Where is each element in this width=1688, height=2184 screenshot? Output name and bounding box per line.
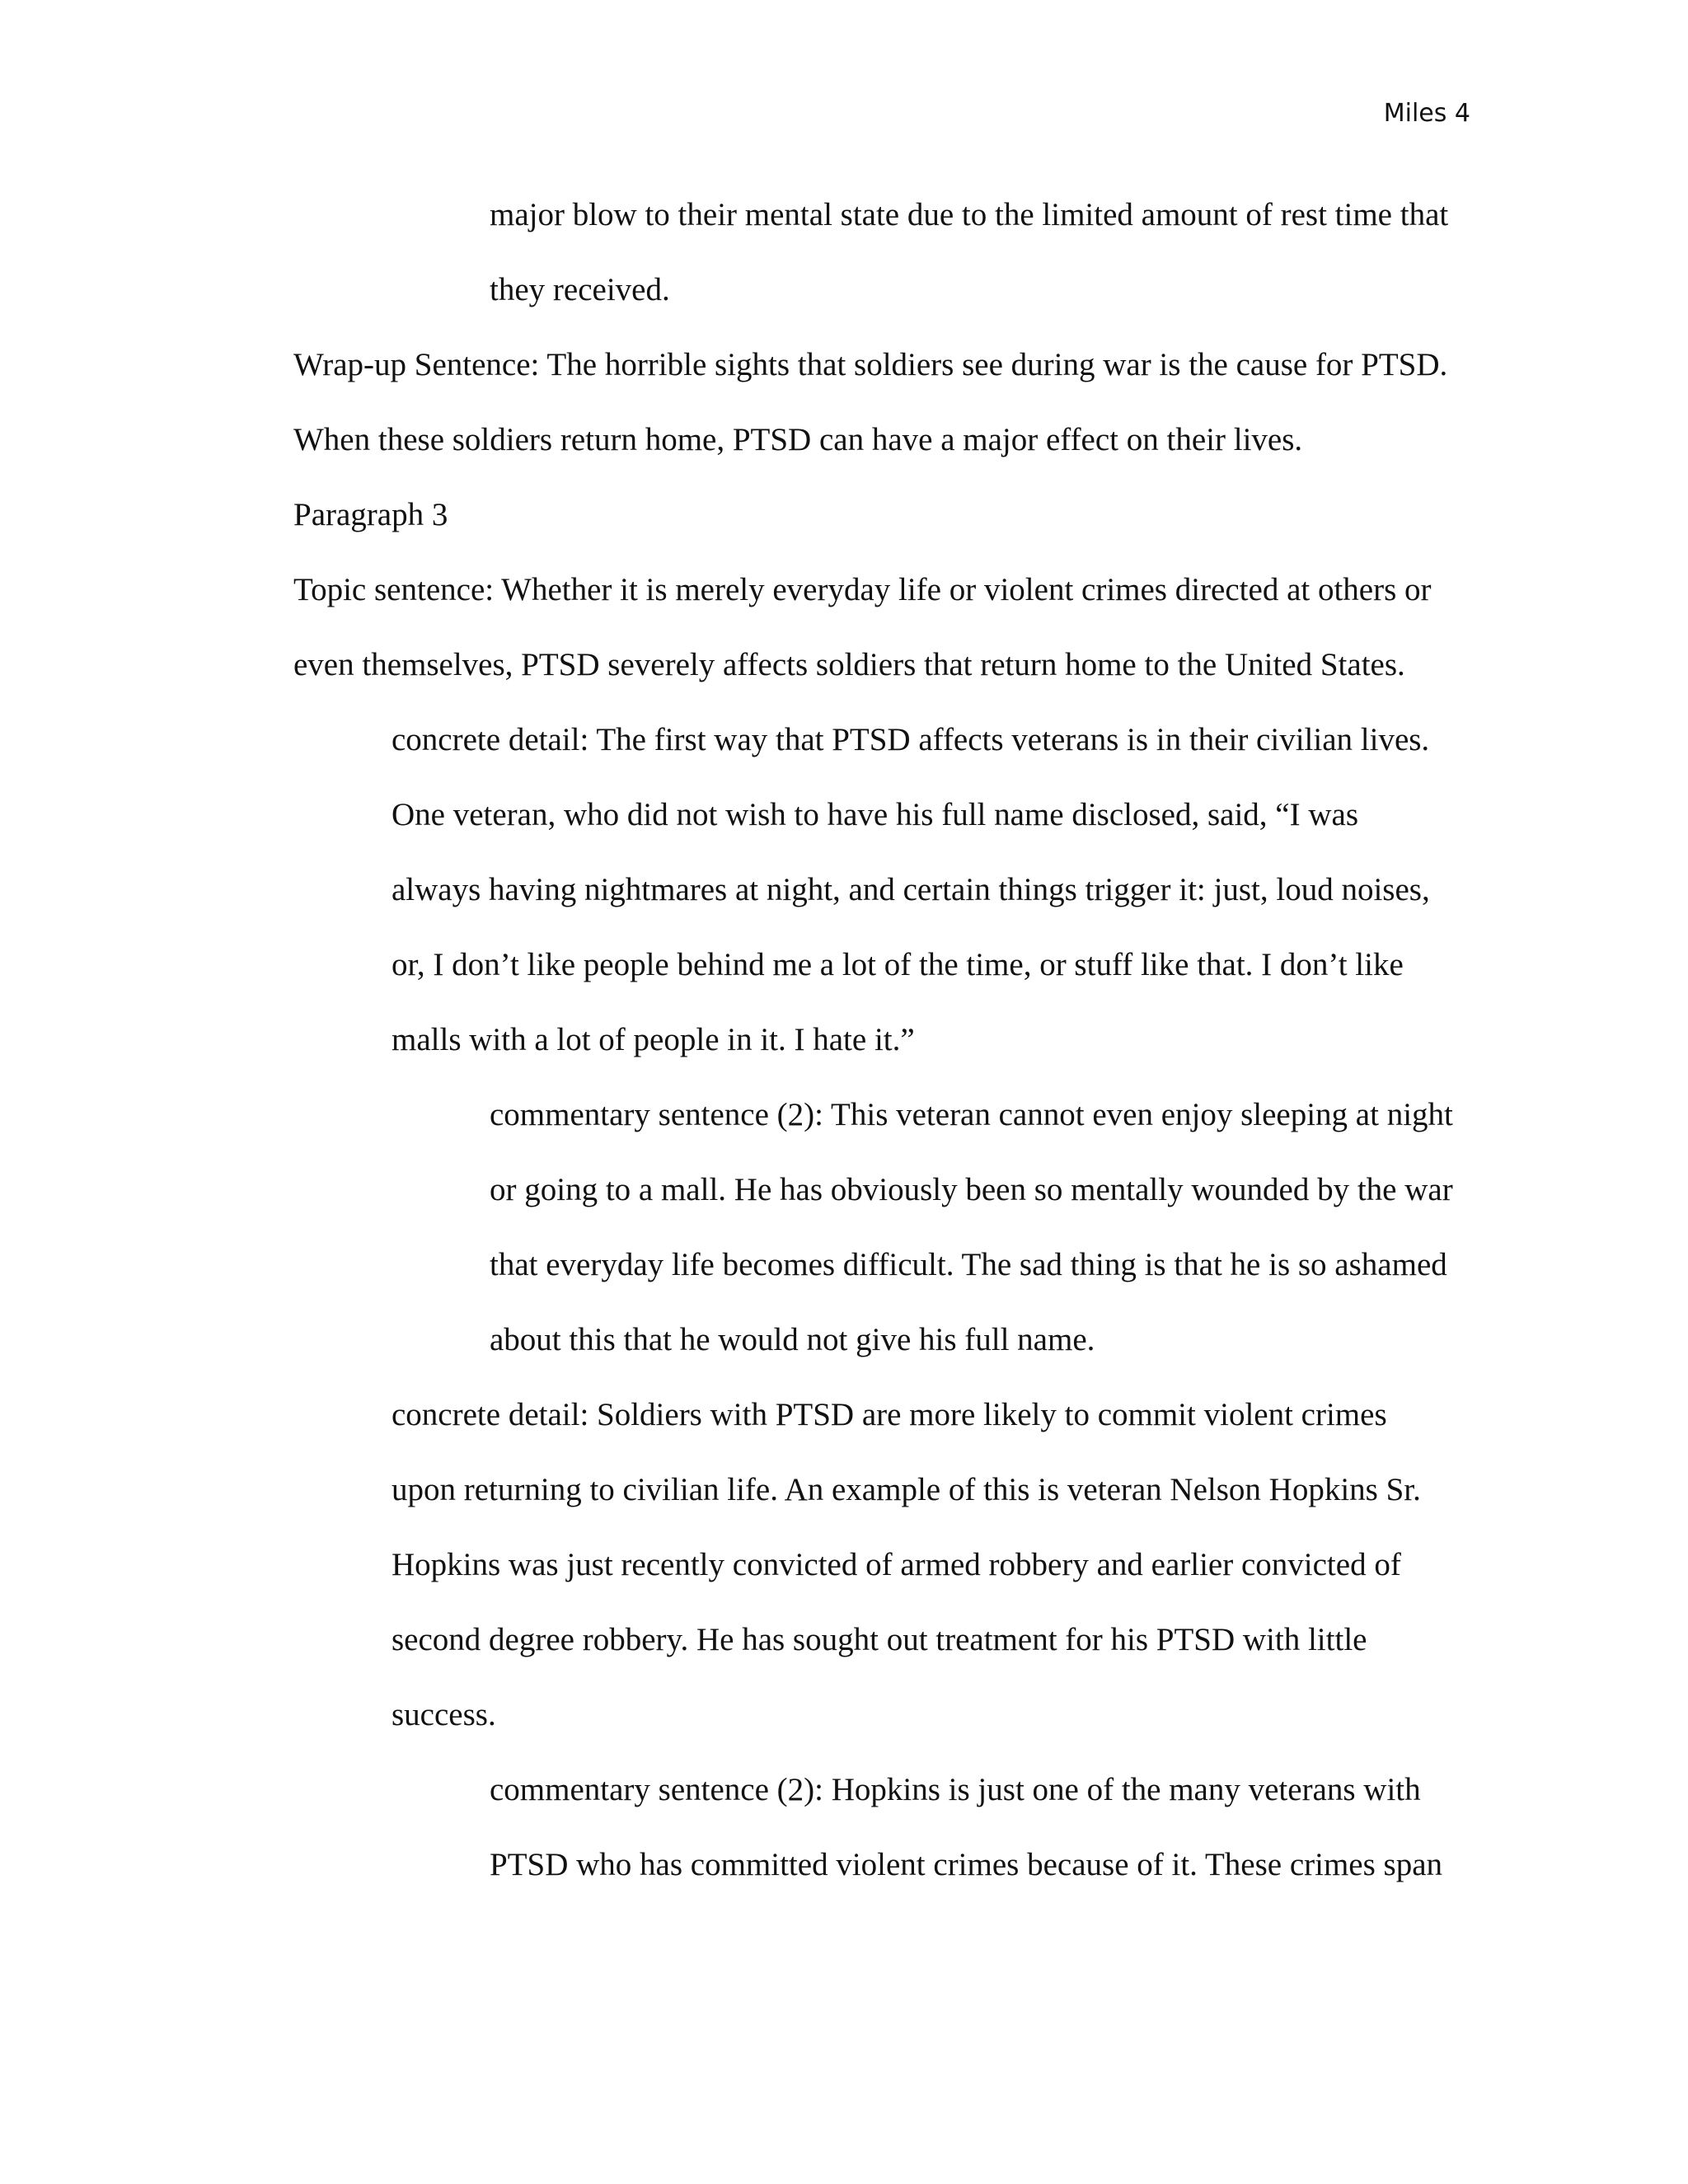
text-line-11: or, I don’t like people behind me a lot of the time, or stuff like that. I don’t like [392,947,1404,982]
text-line-8: concrete detail: The first way that PTSD affects veterans is in their civilian lives. [392,722,1430,757]
text-line-21: success. [392,1697,496,1732]
text-line-20: second degree robbery. He has sought out treatment for his PTSD with little [392,1622,1367,1657]
text-line-14: or going to a mall. He has obviously been so mentally wounded by the war [490,1172,1453,1207]
text-line-4: When these soldiers return home, PTSD can have a major effect on their lives. [293,422,1303,457]
text-line-10: always having nightmares at night, and certain things trigger it: just, loud noises, [392,872,1430,907]
text-line-23: PTSD who has committed violent crimes because of it. These crimes span [490,1847,1443,1882]
text-line-12: malls with a lot of people in it. I hate it.” [392,1022,915,1057]
running-head: Miles 4 [1383,99,1470,128]
paragraph-heading: Paragraph 3 [293,497,448,532]
text-line-2: they received. [490,272,670,307]
text-line-6: Topic sentence: Whether it is merely everyday life or violent crimes directed at others or [293,572,1432,607]
text-line-7: even themselves, PTSD severely affects soldiers that return home to the United States. [293,647,1405,682]
text-line-13: commentary sentence (2): This veteran cannot even enjoy sleeping at night [490,1097,1453,1132]
text-line-19: Hopkins was just recently convicted of armed robbery and earlier convicted of [392,1547,1401,1582]
text-line-1: major blow to their mental state due to the limited amount of rest time that [490,197,1449,232]
text-line-15: that everyday life becomes difficult. The sad thing is that he is so ashamed [490,1247,1447,1282]
text-line-3: Wrap-up Sentence: The horrible sights that soldiers see during war is the cause for PTSD. [293,347,1448,382]
text-line-22: commentary sentence (2): Hopkins is just one of the many veterans with [490,1772,1421,1807]
text-line-9: One veteran, who did not wish to have his full name disclosed, said, “I was [392,797,1358,832]
text-line-16: about this that he would not give his full name. [490,1322,1095,1357]
text-line-17: concrete detail: Soldiers with PTSD are more likely to commit violent crimes [392,1397,1387,1432]
text-line-18: upon returning to civilian life. An example of this is veteran Nelson Hopkins Sr. [392,1472,1421,1507]
